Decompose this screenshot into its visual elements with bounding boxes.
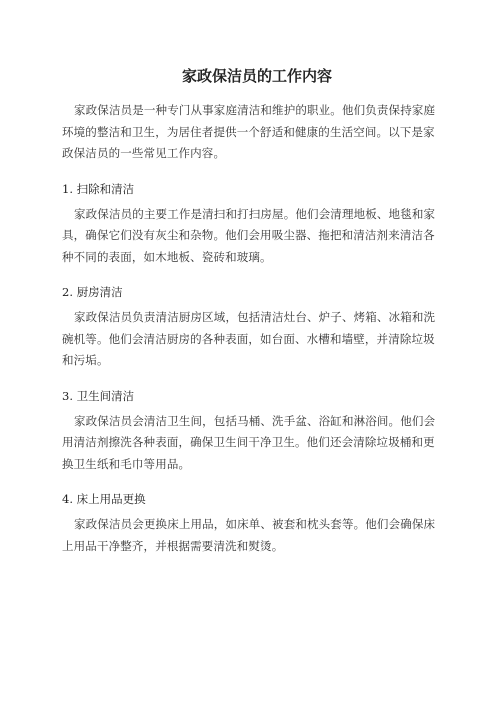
section-kitchen [62,282,446,372]
intro-paragraph: 家政保洁员是一种专门从事家庭清洁和维护的职业。他们负责保持家庭环境的整洁和卫生，为居住者提供一个舒适和健康的生活空间。以下是家政保洁员的一些常见工作内容。 [62,103,436,160]
section-heading: 1. 扫除和清洁 [62,181,135,196]
section-body: 家政保洁员会更换床上用品，如床单、被套和枕头套等。他们会确保床上用品干净整齐，并根据需要清洗和熨烫。 [62,517,436,553]
section-body: 家政保洁员负责清洁厨房区域，包括清洁灶台、炉子、烤箱、冰箱和洗碗机等。他们会清洁厨房的各种表面，如台面、水槽和墙壁，并清除垃圾和污垢。 [62,310,436,367]
section-sweeping [62,179,446,269]
section-heading: 4. 床上用品更换 [62,492,146,506]
section-bathroom [62,386,446,476]
section-heading: 2. 厨房清洁 [62,285,123,299]
section-body: 家政保洁员的主要工作是清扫和打扫房屋。他们会清理地板、地毯和家具，确保它们没有灰尘和杂物。他们会用吸尘器、拖把和清洁剂来清洁各种不同的表面，如木地板、瓷砖和玻璃。 [62,206,436,264]
document-title: 家政保洁员的工作内容 [181,67,332,85]
section-heading: 3. 卫生间清洁 [62,388,135,403]
section-body: 家政保洁员会清洁卫生间，包括马桶、洗手盆、浴缸和淋浴间。他们会用清洁剂擦洗各种表面，确保卫生间干净卫生。他们还会清除垃圾桶和更换卫生纸和毛巾等用品。 [62,413,436,471]
section-bedding [62,489,446,557]
